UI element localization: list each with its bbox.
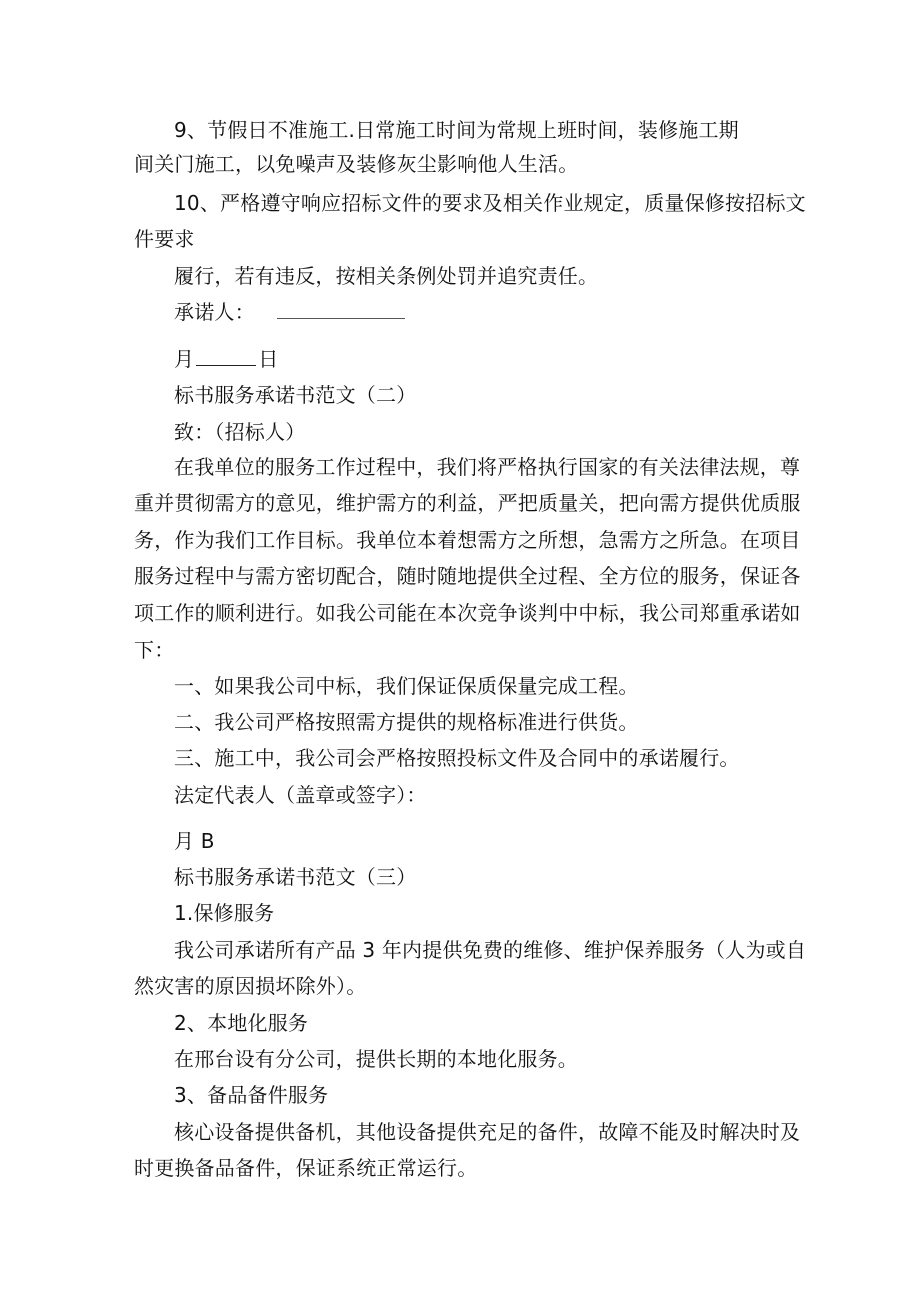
promise-item-1: 一、如果我公司中标，我们保证保质保量完成工程。	[174, 674, 639, 698]
section-title-2: 标书服务承诺书范文（二）	[174, 383, 417, 407]
clause-9-line-1: 9、节假日不准施工.日常施工时间为常规上班时间，装修施工期	[174, 118, 739, 142]
clause-9-line-2: 间关门施工，以免噪声及装修灰尘影响他人生活。	[134, 152, 579, 176]
body-2-line-3: 务，作为我们工作目标。我单位本着想需方之所想，急需方之所急。在项目	[134, 528, 801, 552]
addressee-line: 致：（招标人）	[174, 420, 306, 444]
date-day-label: 日	[258, 347, 279, 371]
clause-10-line-3: 履行，若有违反，按相关条例处罚并追究责任。	[174, 264, 599, 288]
body-2-line-2: 重并贯彻需方的意见，维护需方的利益，严把质量关，把向需方提供优质服	[134, 491, 801, 515]
section-title-3: 标书服务承诺书范文（三）	[174, 865, 417, 889]
service-1-line-2: 然灾害的原因损坏除外）。	[134, 974, 367, 998]
legal-representative-line: 法定代表人（盖章或签字）：	[174, 783, 427, 807]
signature-blank	[277, 302, 405, 319]
promise-item-2: 二、我公司严格按照需方提供的规格标准进行供货。	[174, 710, 639, 734]
service-2-title: 2、本地化服务	[174, 1011, 309, 1035]
clause-10-line-2: 件要求	[134, 227, 195, 251]
body-2-line-5: 项工作的顺利进行。如我公司能在本次竞争谈判中中标，我公司郑重承诺如	[134, 601, 801, 625]
body-2-line-1: 在我单位的服务工作过程中，我们将严格执行国家的有关法律法规，尊	[174, 455, 801, 479]
clause-10-line-1: 10、严格遵守响应招标文件的要求及相关作业规定，质量保修按招标文	[174, 191, 806, 215]
service-1-title: 1.保修服务	[174, 901, 275, 925]
promisor-label: 承诺人：	[174, 300, 255, 324]
body-2-line-6: 下：	[134, 638, 175, 662]
date-line-1	[174, 345, 278, 373]
service-3-line-2: 时更换备品备件，保证系统正常运行。	[134, 1156, 478, 1180]
date-month-label: 月	[174, 347, 195, 371]
service-3-title: 3、备品备件服务	[174, 1083, 329, 1107]
date-line-2: 月 B	[174, 829, 215, 853]
promisor-line	[174, 298, 405, 326]
date-blank	[196, 347, 256, 366]
service-1-line-1: 我公司承诺所有产品 3 年内提供免费的维修、维护保养服务（人为或自	[174, 938, 807, 962]
body-2-line-4: 服务过程中与需方密切配合，随时随地提供全过程、全方位的服务，保证各	[134, 564, 801, 588]
service-2-line-1: 在邢台设有分公司，提供长期的本地化服务。	[174, 1047, 578, 1071]
promise-item-3: 三、施工中，我公司会严格按照投标文件及合同中的承诺履行。	[174, 746, 740, 770]
service-3-line-1: 核心设备提供备机，其他设备提供充足的备件，故障不能及时解决时及	[174, 1120, 801, 1144]
